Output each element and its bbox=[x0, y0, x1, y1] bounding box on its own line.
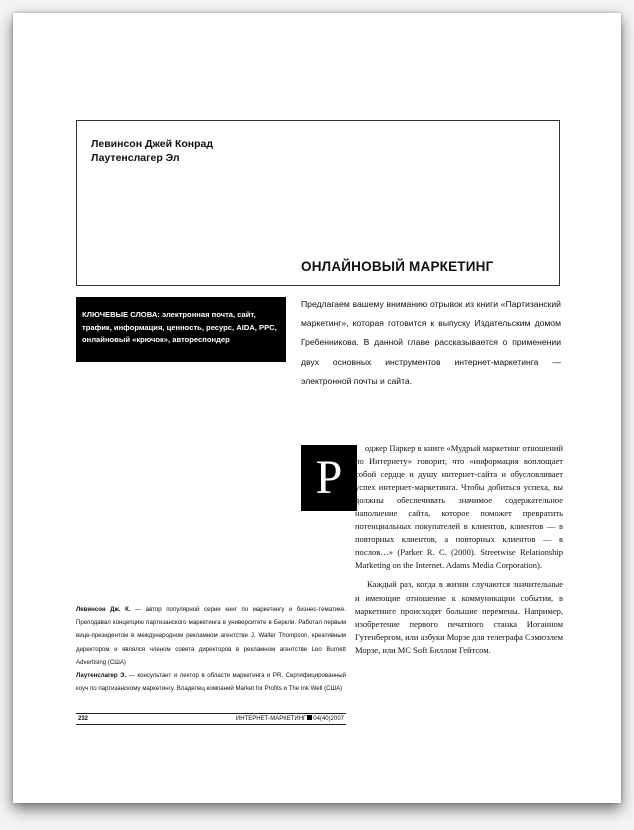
article-title: ОНЛАЙНОВЫЙ МАРКЕТИНГ bbox=[301, 259, 494, 274]
author-bios bbox=[76, 603, 346, 695]
keywords-box: КЛЮЧЕВЫЕ СЛОВА: электронная почта, сайт, трафик, информация, ценность, ресурс, AIDA, PPC, онлайновый «крючок», автореспондер bbox=[76, 297, 286, 362]
page-number: 232 bbox=[78, 716, 89, 722]
author-name: Левинсон Джей Конрад bbox=[91, 138, 214, 150]
body-paragraph: оджер Паркер в книге «Мудрый маркетинг отношений по Интернету» говорит, что «информация воплощает собой сердце и душу интернет-сайта и обусловливает успех интернет-маркетинга. Чтобы добиться успеха, вы должны обеспечивать значимое содержательное наполнение сайта, которое поможет превратить потенциальных покупателей в клиентов, клиентов — в повторных клиентов, а повторных клиентов — в послов…» (Parker R. C. (2000). Streetwise Relationship Marketing on the Internet. Adams Media Corporation). bbox=[355, 443, 563, 571]
author-bio bbox=[76, 603, 346, 669]
author-name: Лаутенслагер Эл bbox=[91, 152, 180, 164]
bio-text: — консультант и лектор в области маркетинга и PR. Сертифицированный коуч по партизанскому маркетингу. Владелец компаний Market for Profits и The Ink Well (США) bbox=[76, 672, 346, 693]
page-footer bbox=[76, 713, 346, 725]
journal-name: ИНТЕРНЕТ-МАРКЕТИНГ bbox=[235, 716, 307, 722]
journal-info bbox=[236, 714, 344, 724]
bio-text: — автор популярной серии книг по маркетингу и бизнес-тематике. Преподавал концепцию партизанского маркетинга в университете в Беркли. Работал первым вице-президентом в международном рекламном агентстве J. Walter Thompson, креативным директором и являлся членом совета директоров в рекламном агентстве Leo Burnett Advertising (США) bbox=[76, 606, 346, 666]
square-bullet-icon bbox=[307, 715, 312, 720]
author-bio bbox=[76, 669, 346, 695]
intro-paragraph: Предлагаем вашему вниманию отрывок из книги «Партизанский маркетинг», которая готовится к выпуску Издательским домом Гребенникова. В данной главе рассказывается о применении двух основных инструментов интернет-маркетинга — электронной почты и сайта. bbox=[301, 299, 561, 386]
bio-name: Левинсон Дж. К. bbox=[76, 606, 131, 613]
article-body bbox=[355, 442, 563, 657]
issue-number: 04(40)2007 bbox=[313, 716, 344, 722]
body-paragraph: Каждый раз, когда в жизни случаются значительные и имеющие отношение к коммуникации события, в маркетинге происходят большие перемены. Например, изобретение первого печатного станка Иоганном Гутенбергом, или азбуки Морзе для телеграфа Сэмюэлем Морзе, или МС Soft Биллом Гейтсом. bbox=[355, 579, 563, 655]
authors bbox=[91, 137, 213, 165]
drop-cap: Р bbox=[301, 445, 357, 511]
magazine-page bbox=[13, 13, 621, 803]
bio-name: Лаутенслагер Э. bbox=[76, 672, 127, 680]
article-header bbox=[76, 120, 560, 286]
